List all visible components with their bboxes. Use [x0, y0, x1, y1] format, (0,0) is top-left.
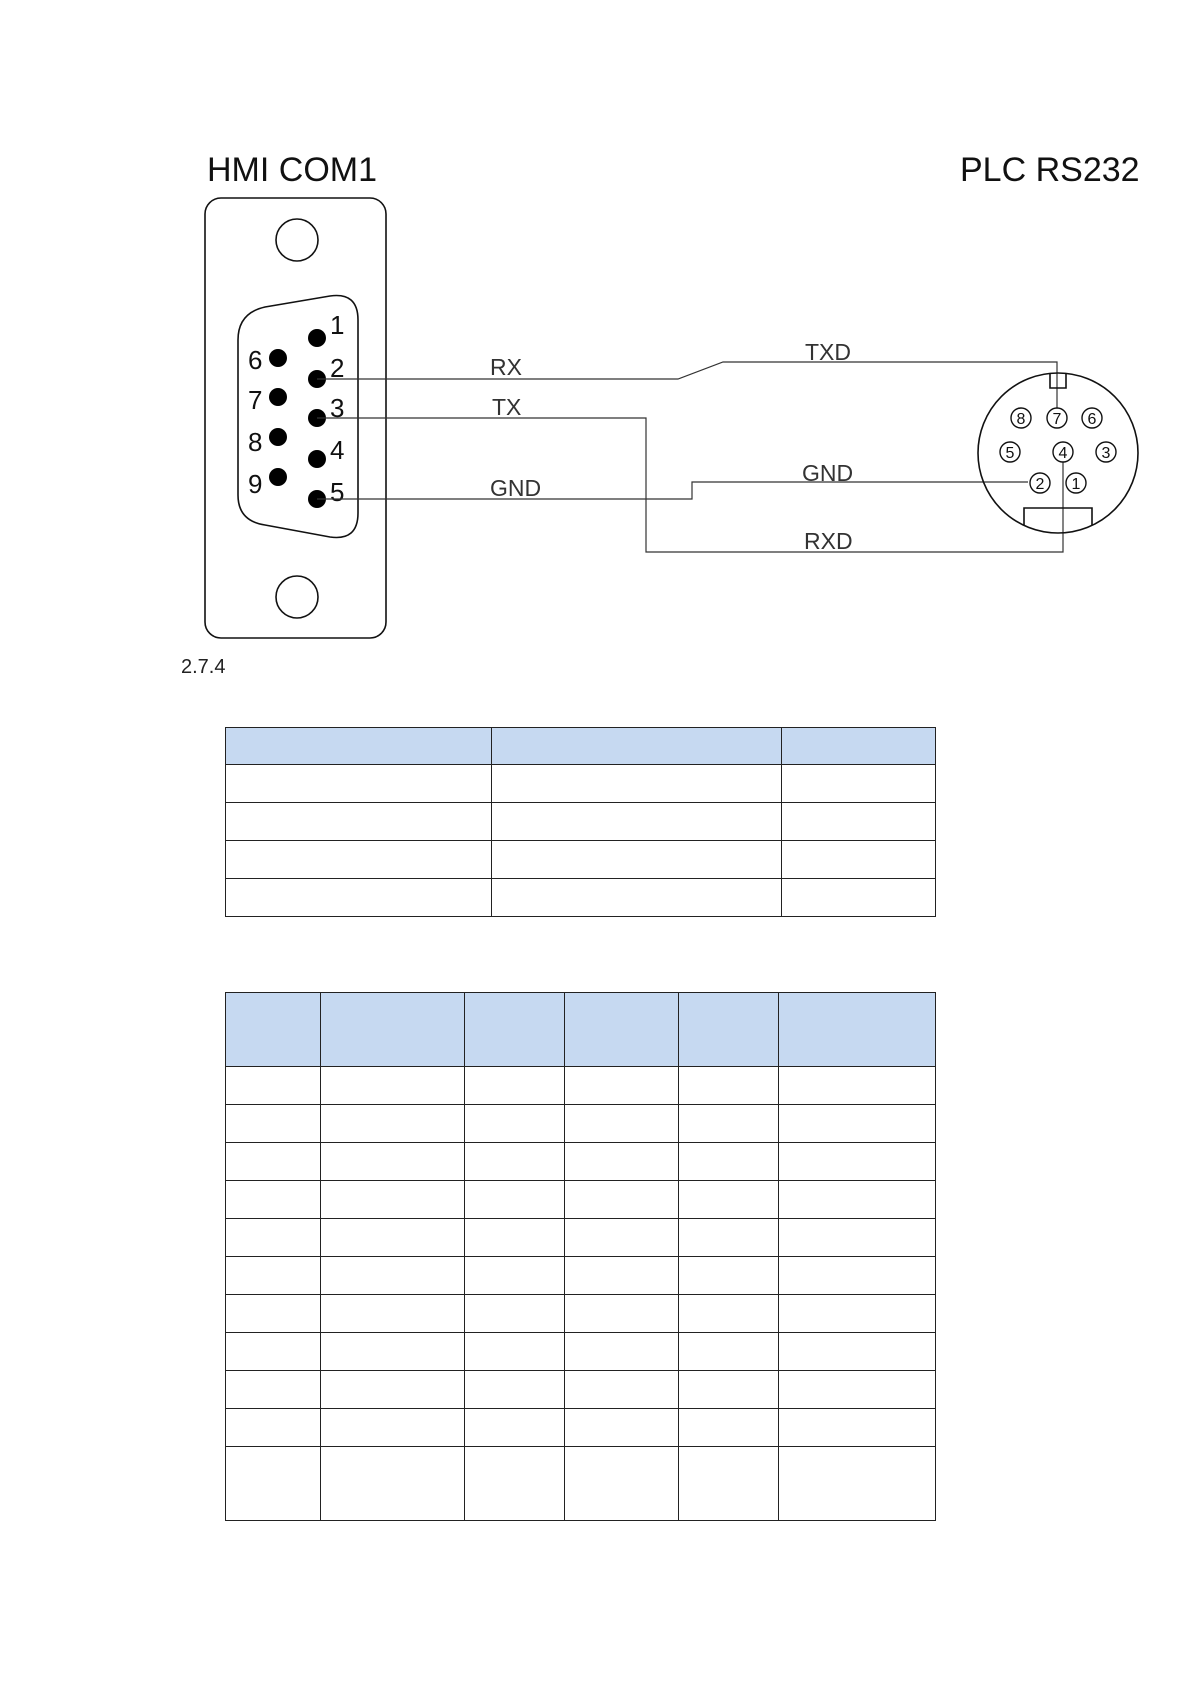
din-pin-label-2: 2 [1035, 476, 1045, 493]
table-cell [679, 1371, 779, 1409]
table-cell [491, 879, 782, 917]
table-row [226, 1333, 936, 1371]
din-pin-label-5: 5 [1005, 445, 1015, 462]
table-row [226, 765, 936, 803]
table-cell [564, 1295, 679, 1333]
table-row [226, 1219, 936, 1257]
signal-rx-label: RX [490, 354, 522, 380]
table-row [226, 1143, 936, 1181]
db9-pin-6 [269, 349, 287, 367]
signal-gnd-right-label: GND [802, 460, 854, 486]
table-row [226, 1409, 936, 1447]
table-cell [679, 1295, 779, 1333]
table-cell [779, 1181, 936, 1219]
table-cell [491, 841, 782, 879]
db9-pin-label-3: 3 [330, 393, 345, 423]
table-cell [564, 993, 679, 1067]
table-cell [226, 1105, 321, 1143]
table-cell [779, 1257, 936, 1295]
table-cell [679, 1409, 779, 1447]
table-cell [320, 1371, 464, 1409]
table-cell [464, 1105, 564, 1143]
table-cell [679, 1143, 779, 1181]
table-cell [226, 1067, 321, 1105]
table-cell [564, 1409, 679, 1447]
table-cell [564, 1219, 679, 1257]
db9-pin-9 [269, 468, 287, 486]
table-cell [779, 993, 936, 1067]
db9-pin-1 [308, 329, 326, 347]
table-cell [226, 1333, 321, 1371]
table-row [226, 841, 936, 879]
db9-pin-label-6: 6 [248, 345, 263, 375]
table-cell [779, 1409, 936, 1447]
din-pin-label-4: 4 [1058, 445, 1068, 462]
din-pin-label-3: 3 [1101, 445, 1111, 462]
table-row [226, 1105, 936, 1143]
signal-txd-label: TXD [805, 339, 851, 365]
db9-pin-4 [308, 450, 326, 468]
table-cell [564, 1447, 679, 1521]
table-row [226, 1447, 936, 1521]
table-cell [491, 803, 782, 841]
table-row [226, 803, 936, 841]
table-cell [679, 1105, 779, 1143]
table-cell [464, 1295, 564, 1333]
table-cell [320, 1409, 464, 1447]
table-cell [491, 728, 782, 765]
table-cell [679, 1447, 779, 1521]
table-cell [464, 1067, 564, 1105]
table-cell [226, 1219, 321, 1257]
table-row [226, 1067, 936, 1105]
table-cell [779, 1333, 936, 1371]
din-pin-label-6: 6 [1087, 411, 1097, 428]
db9-pin-8 [269, 428, 287, 446]
db9-pin-label-7: 7 [248, 385, 263, 415]
din-pin-label-1: 1 [1071, 476, 1081, 493]
table-row [226, 1371, 936, 1409]
table-row [226, 879, 936, 917]
table-cell [564, 1067, 679, 1105]
table-header-row [226, 993, 936, 1067]
table-row [226, 1181, 936, 1219]
db9-pin-label-9: 9 [248, 469, 263, 499]
table-cell [464, 1333, 564, 1371]
address-table [225, 992, 936, 1521]
table-cell [226, 765, 492, 803]
table-cell [679, 1257, 779, 1295]
parameter-table [225, 727, 936, 917]
table-cell [782, 879, 936, 917]
din-pin-labels [1006, 411, 1111, 493]
table-cell [464, 993, 564, 1067]
table-cell [226, 728, 492, 765]
table-cell [320, 1143, 464, 1181]
table-cell [679, 1181, 779, 1219]
wire-rx-txd [317, 362, 1057, 408]
table-cell [320, 1257, 464, 1295]
table-cell [320, 993, 464, 1067]
table-cell [320, 1181, 464, 1219]
table-cell [779, 1105, 936, 1143]
wiring-diagram [0, 0, 1191, 640]
table-cell [226, 879, 492, 917]
signal-gnd-left-label: GND [490, 475, 542, 501]
db9-pin-label-8: 8 [248, 427, 263, 457]
table-cell [226, 1409, 321, 1447]
table-row [226, 1295, 936, 1333]
table-cell [491, 765, 782, 803]
table-cell [320, 1333, 464, 1371]
table-cell [464, 1257, 564, 1295]
table-cell [779, 1143, 936, 1181]
table-cell [464, 1447, 564, 1521]
plc-rs232-title: PLC RS232 [960, 151, 1140, 189]
table-cell [779, 1219, 936, 1257]
din-pin-label-7: 7 [1052, 411, 1062, 428]
wires [317, 362, 1063, 552]
db9-pin-label-4: 4 [330, 435, 345, 465]
din-pin-label-8: 8 [1016, 411, 1026, 428]
table-cell [464, 1181, 564, 1219]
signal-tx-label: TX [492, 394, 522, 420]
db9-pin-7 [269, 388, 287, 406]
table-cell [782, 841, 936, 879]
din-bottom-key [1024, 508, 1092, 525]
table-cell [564, 1257, 679, 1295]
table-cell [226, 1143, 321, 1181]
wire-tx-rxd [317, 418, 1063, 552]
table-cell [779, 1447, 936, 1521]
table-header-row [226, 728, 936, 765]
table-cell [226, 1295, 321, 1333]
table-cell [320, 1219, 464, 1257]
din-top-key [1050, 373, 1066, 388]
db9-pin-labels [248, 310, 344, 507]
table-cell [782, 803, 936, 841]
table-cell [679, 1067, 779, 1105]
db9-mount-hole-bottom [276, 576, 318, 618]
table-cell [779, 1067, 936, 1105]
table-cell [782, 728, 936, 765]
table-cell [320, 1447, 464, 1521]
table-cell [464, 1143, 564, 1181]
table-cell [782, 765, 936, 803]
table-cell [320, 1067, 464, 1105]
table-cell [464, 1371, 564, 1409]
table-cell [779, 1295, 936, 1333]
table-cell [226, 1257, 321, 1295]
wire-gnd [317, 482, 1028, 499]
section-number: 2.7.4 [181, 656, 226, 678]
table-cell [564, 1105, 679, 1143]
table-cell [564, 1181, 679, 1219]
table-cell [679, 993, 779, 1067]
table-cell [564, 1143, 679, 1181]
table-cell [464, 1409, 564, 1447]
table-cell [226, 841, 492, 879]
table-row [226, 1257, 936, 1295]
table-cell [779, 1371, 936, 1409]
db9-pin-label-1: 1 [330, 310, 345, 340]
signal-rxd-label: RXD [804, 528, 853, 554]
table-cell [564, 1371, 679, 1409]
table-cell [226, 1447, 321, 1521]
table-cell [320, 1295, 464, 1333]
table-cell [226, 803, 492, 841]
table-cell [679, 1219, 779, 1257]
db9-pin-label-2: 2 [330, 353, 345, 383]
table-cell [226, 1371, 321, 1409]
db9-mount-hole-top [276, 219, 318, 261]
table-cell [226, 1181, 321, 1219]
table-cell [564, 1333, 679, 1371]
hmi-com1-title: HMI COM1 [207, 151, 377, 189]
table-cell [226, 993, 321, 1067]
db9-pin-label-5: 5 [330, 477, 345, 507]
table-cell [464, 1219, 564, 1257]
table-cell [679, 1333, 779, 1371]
table-cell [320, 1105, 464, 1143]
